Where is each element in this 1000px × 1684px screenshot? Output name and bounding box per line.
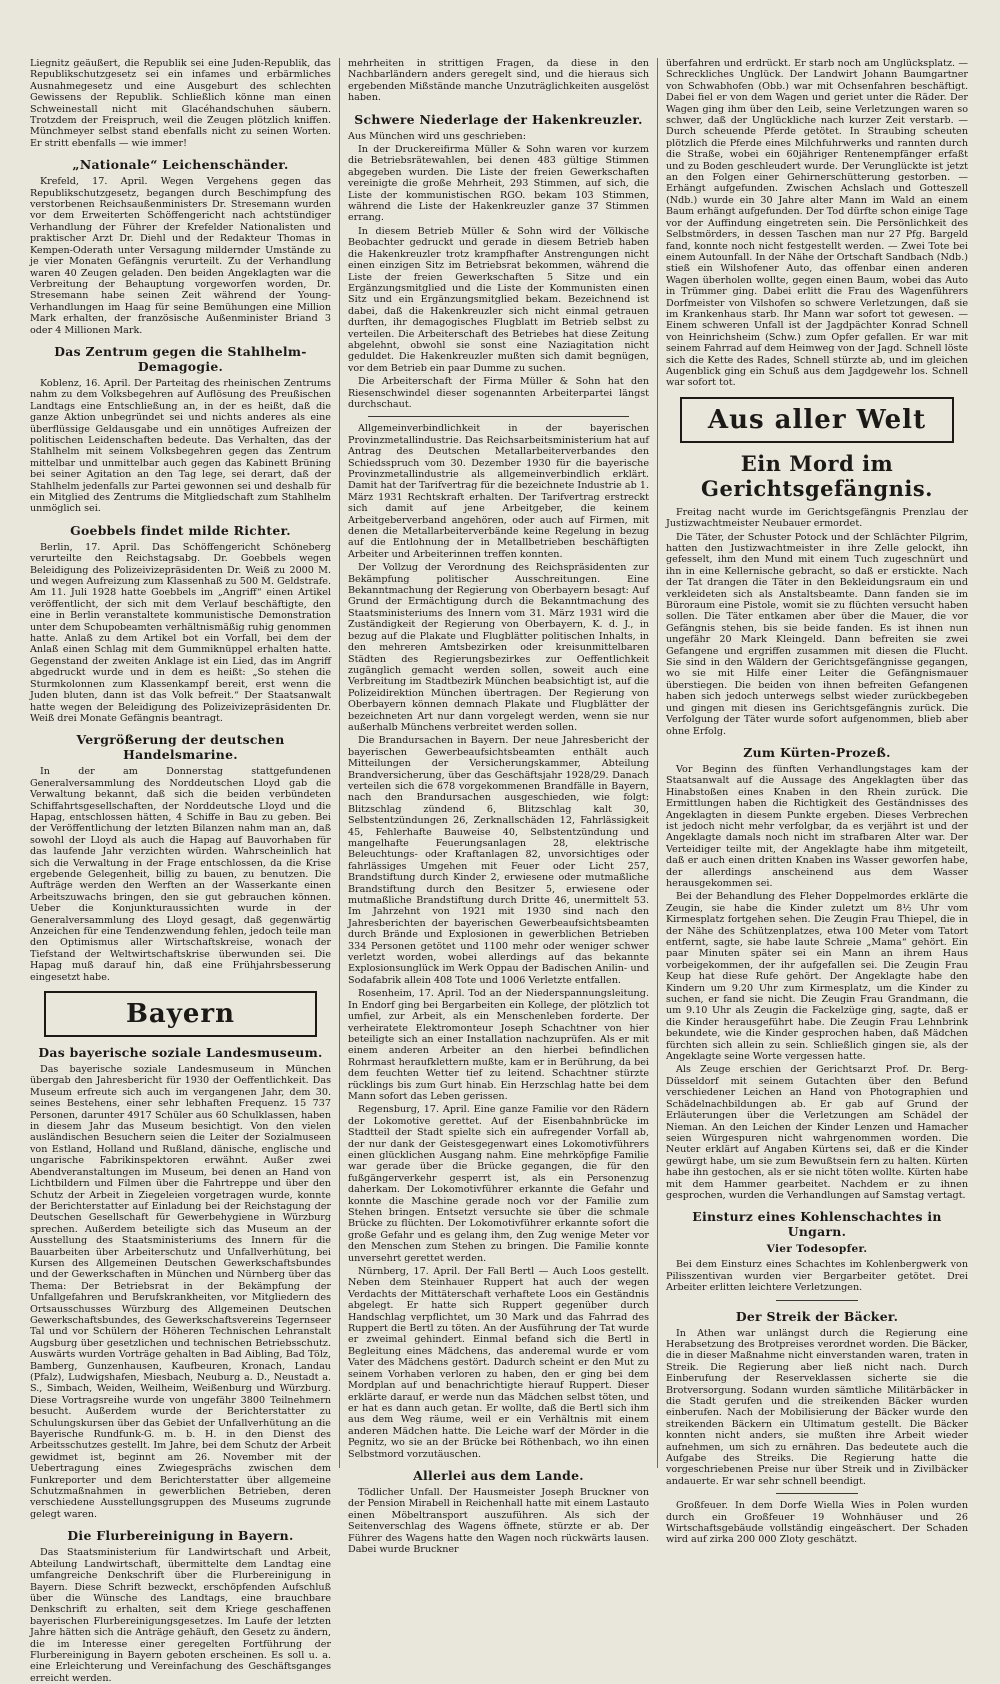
- article-paragraph: Die Brandursachen in Bayern. Der neue Jahresbericht der bayerischen Gewerbeaufsichtsbeamten enthält auch Mitteilungen der Versicherungskammer, Abteilung Brandversicherung, über das Geschäftsjahr 1928/29. Danach verteilen sich die 678 vorgekommenen Brandfälle in Bayern, nach den Brandursachen ausgeschieden, wie folgt: Blitzschlag zündend 6, Blitzschlag kalt 30, Selbstentzündungen 26, Zerknallschäden 12, Fahrlässigkeit 45, Fehlerhafte Bauweise 40, Selbstentzündung und mangelhafte Feuerungsanlagen 28, elektrische Beleuchtungs- oder Kraftanlagen 82, unvorsichtiges oder fahrlässiges Umgehen mit Feuer oder Licht 257, Brandstiftung durch Kinder 2, erwiesene oder mutmaßliche Brandstiftung durch den Besitzer 5, erwiesene oder mutmaßliche Brandstiftung durch Dritte 46, unermittelt 53. Im Jahrzehnt von 1921 mit 1930 sind nach den Jahresberichten der bayerischen Gewerbeaufsichtsbeamten durch Brände und Explosionen in gewerblichen Betrieben 334 Personen getötet und 1100 mehr oder weniger schwer verletzt worden, wobei allerdings auf das bekannte Explosionsunglück im Werk Oppau der Badischen Anilin- und Sodafabrik allein 408 Tote und 1006 Verletzte entfallen.: [348, 735, 649, 986]
- article-paragraph: Die Arbeiterschaft der Firma Müller & Sohn hat den Riesenschwindel dieser sogenannten Arbeiterpartei längst durchschaut.: [348, 376, 649, 410]
- article-paragraph: Regensburg, 17. April. Eine ganze Familie vor den Rädern der Lokomotive gerettet. Auf der Eisenbahnbrücke im Stadtteil der Stadt spielte sich ein aufregender Vorfall ab, der nur dank der Geistesgegenwart eines Lokomotivführers einen glücklichen Ausgang nahm. Eine mehrköpfige Familie war gerade über die Brücke gegangen, die für den fußgängerverkehr gesperrt ist, als ein Personenzug daherkam. Der Lokomotivführer erkannte die Gefahr und konnte die Maschine gerade noch vor der Familie zum Stehen bringen. Entsetzt versuchte sie über die schmale Brücke zu flüchten. Der Lokomotivführer erkannte sofort die große Gefahr und es gelang ihm, den Zug wenige Meter vor den Menschen zum Stehen zu bringen. Die Familie konnte unversehrt gerettet werden.: [348, 1104, 649, 1264]
- article-paragraph: Der Vollzug der Verordnung des Reichspräsidenten zur Bekämpfung politischer Ausschreitungen. Eine Bekanntmachung der Regierung von Oberbayern besagt: Auf Grund der Ermächtigung durch die Bekanntmachung des Staatsministeriums des Innern vom 31. März 1931 wird die Zuständigkeit der Regierung von Oberbayern, K. d. J., in bezug auf die Plakate und Flugblätter politischen Inhalts, in den mehreren Amtsbezirken oder kreisunmittelbaren Städten des Regierungsbezirkes zur Oeffentlichkeit zugänglich gemacht werden sollen, soweit auch eine Verbreitung im Stadtbezirk München beabsichtigt ist, auf die Polizeidirektion München übertragen. Der Regierung von Oberbayern können demnach Plakate und Flugblätter der bezeichneten Art nur dann vorgelegt werden, wenn sie nur außerhalb Münchens verbreitet werden sollen.: [348, 562, 649, 733]
- article-paragraph: Das Staatsministerium für Landwirtschaft und Arbeit, Abteilung Landwirtschaft, übermittelte dem Landtag eine umfangreiche Denkschrift über die Flurbereinigung in Bayern. Diese Schrift bezweckt, erschöpfenden Aufschluß über die Wünsche des Landtags, eine brauchbare Denkschrift zu erhalten, seit dem Kriege geschaffenen bayerischen Flurbereinigungsgesetzes. Im Laufe der letzten Jahre hätten sich die Anträge gehäuft, den Gesetz zu ändern, die im Interesse einer geregelten Fortführung der Flurbereinigung in Bayern geboten erscheinen. Es soll u. a. eine Erleichterung und Vereinfachung des Geschäftsganges erreicht werden.: [30, 1547, 331, 1684]
- article-headline: Allerlei aus dem Lande.: [413, 1467, 584, 1483]
- article-paragraph: Liegnitz geäußert, die Republik sei eine Juden-Republik, das Republikschutzgesetz sei ein infames und erbärmliches Ausnahmegesetz und eine Ausgeburt des schlechten Gewissens der Republik. Schließlich könne man einen Schweinestall nicht mit Glacéhandschuhen säubern. Trotzdem der Freispruch, weil die Zeugen plötzlich kniffen. Münchmeyer selbst stand ebenfalls nicht zu seinen Worten. Er stritt ebenfalls — wie immer!: [30, 58, 331, 149]
- article-paragraph: Bei dem Einsturz eines Schachtes im Kohlenbergwerk von Pilisszentivan wurden vier Bergarbeiter getötet. Drei Arbeiter erlitten leichtere Verletzungen.: [666, 1259, 968, 1294]
- article-headline: Goebbels findet milde Richter.: [70, 522, 291, 538]
- divider: [368, 416, 629, 417]
- column-middle: [340, 58, 658, 1555]
- article-headline: Das Zentrum gegen die Stahlhelm-Demagogie.: [54, 343, 307, 374]
- article-paragraph: Das bayerische soziale Landesmuseum in München übergab den Jahresbericht für 1930 der Oeffentlichkeit. Das Museum erfreute sich auch im vergangenen Jahr, dem 30. seines Bestehens, einer sehr lebhaften Frequenz. 15 737 Personen, darunter 4917 Schüler aus 60 Schulklassen, haben in diesem Jahr das Museum besichtigt. Von den vielen ausländischen Besuchern seien die Leiter der Sozialmuseen von Estland, Holland und Rußland, dänische, englische und ungarische Fabrikinspektoren erwähnt. Außer zwei Abendveranstaltungen im Museum, bei denen an Hand von Lichtbildern und Filmen über die Fahrtreppe und über den Schutz der Arbeit in Ziegeleien vorgetragen wurde, konnte der Berichterstatter auf Einladung bei der Reichstagung der Deutschen Gesellschaft für Gewerbehygiene in Würzburg sprechen. Außerdem beteiligte sich das Museum an der Ausstellung des Staatsministeriums des Innern für die Bauarbeiten über Arbeiterschutz und Unfallverhütung, bei Kursen des Allgemeinen Deutschen Gewerkschaftsbundes und der Gewerkschaften in München und Nürnberg über das Thema: Der Betriebsrat in der Bekämpfung der Unfallgefahren und Berufskrankheiten, vor Mitgliedern des Ortsausschusses Würzburg des Allgemeinen Deutschen Gewerkschaftsbundes, des Gewerkschaftsvereins Tegernseer Tal und vor Schülern der Höheren Technischen Lehranstalt Augsburg über gesetzlichen und technischen Betriebsschutz. Auswärts wurden Vorträge gehalten in Bad Aibling, Bad Tölz, Bamberg, Gunzenhausen, Kaufbeuren, Kronach, Landau (Pfalz), Ludwigshafen, Miesbach, Neuburg a. D., Neustadt a. S., Simbach, Weiden, Weilheim, Weißenburg und Würzburg. Diese Vortragsreihe wurde von ungefähr 3800 Teilnehmern besucht. Außerdem wurde der Berichterstatter zu Schulungskursen über das Gebiet der Unfallverhütung an die Bayerische Rundfunk-G. m. b. H. in den Dienst des Arbeitsschutzes gestellt. Im Jahre, bei dem Schutz der Arbeit gewidmet ist, beginnt am 26. November mit der Uebertragung eines Zwiegesprächs zwischen dem Funkreporter und dem Berichterstatter über allgemeine Schutzmaßnahmen in gewerblichen Betrieben, deren verschiedene Ausstellungsgruppen des Museums zugrunde gelegt waren.: [30, 1064, 331, 1520]
- article-paragraph: In der Druckereifirma Müller & Sohn waren vor kurzem die Betriebsrätewahlen, bei denen 483 gültige Stimmen abgegeben wurden. Die Liste der freien Gewerkschaften vereinigte die große Mehrheit, 293 Stimmen, auf sich, die Liste der kommunistischen RGO. bekam 103 Stimmen, während die Liste der Hakenkreuzler ganze 37 Stimmen errang.: [348, 144, 649, 224]
- article-paragraph: Tödlicher Unfall. Der Hausmeister Joseph Bruckner von der Pension Mirabell in Reichenhall hatte mit einem Lastauto einen Möbeltransport auszuführen. Als sich der Seitenverschlag des Wagens öffnete, stürzte er ab. Der Führer des Wagens hatte den Wagen noch rückwärts lausen. Dabei wurde Bruckner: [348, 1486, 649, 1555]
- article-paragraph: Rosenheim, 17. April. Tod an der Niederspannungsleitung. In Endorf ging bei Bergarbeiten ein Kollege, der plötzlich tot umfiel, zur Arbeit, als ein Menschenleben forderte. Der verheiratete Elektromonteur Joseph Schachtner von hier beteiligte sich an einer Installation nachzuprüfen. Als er mit einem anderen Arbeiter an den hierbei befindlichen Rohrmast heraufklettern mußte, kam er in Berührung, da bei dem feuchten Wetter tief zu leitend. Schachtner stürzte rücklings bis zum Gurt hinab. Ein Herzschlag hatte bei dem Mann sofort das Leben gerissen.: [348, 988, 649, 1102]
- article-paragraph: In Athen war unlängst durch die Regierung eine Herabsetzung des Brotpreises verordnet worden. Die Bäcker, die in dieser Maßnahme nicht einverstanden waren, traten in Streik. Die Regierung aber ließ nicht nach. Durch Einberufung der Reserveklassen sicherte sie die Brotversorgung. Sodann wurden sämtliche Militärbäcker in die Stadt gerufen und die streikenden Bäcker wurden einberufen. Nach der Mobilisierung der Bäcker wurde den streikenden Bäckern ein Ultimatum gestellt. Die Bäcker konnten nicht anders, sie mußten ihre Arbeit wieder aufnehmen, um sich zu ernähren. Das bedeutete auch die Aufgabe des Streiks. Die Regierung hatte die vorgeschriebenen Preise nur über Streik und in Zivilbäcker andauerte. Er war sehr schnell beendigt.: [666, 1327, 968, 1487]
- article-paragraph: In diesem Betrieb Müller & Sohn wird der Völkische Beobachter gedruckt und gerade in diesem Betrieb haben die Hakenkreuzler trotz krampfhafter Anstrengungen nicht einen einzigen Sitz im Betriebsrat bekommen, während die Liste der freien Gewerkschaften 5 Sitze und ein Ergänzungsmitglied und die Liste der Kommunisten einen Sitz und ein Ergänzungsmitglied bekam. Bezeichnend ist dabei, daß die Hakenkreuzler sich nicht einmal getrauen durften, ihr demagogisches Flugblatt im Betrieb selbst zu verteilen. Die Arbeiterschaft des Betriebes hat diese Zeitung abgelehnt, obwohl sie sonst eine Naziagitation nicht geduldet. Die Hakenkreuzler mußten sich damit begnügen, vor dem Betrieb ein paar Dumme zu suchen.: [348, 225, 649, 374]
- article-paragraph: Koblenz, 16. April. Der Parteitag des rheinischen Zentrums nahm zu dem Volksbegehren auf Auflösung des Preußischen Landtags eine Entschließung an, in der es heißt, daß die ganze Aktion unbegründet sei und nichts anderes als eine überflüssige Geldausgabe und ein unnötiges Aufreizen der politischen Leidenschaften bedeute. Das Verhalten, das der Stahlhelm mit seinem Volksbegehren gegen das Zentrum mittelbar und unmittelbar auch gegen das Kabinett Brüning bei seiner Agitation an den Tag lege, sei derart, daß der Stahlhelm jedenfalls zur Partei gewonnen sei und deshalb für ein Mitglied des Zentrums die Mitgliedschaft zum Stahlhelm unmöglich sei.: [30, 377, 331, 515]
- article-paragraph: Freitag nacht wurde im Gerichtsgefängnis Prenzlau der Justizwachtmeister Neubauer ermordet.: [666, 506, 968, 530]
- article-paragraph: Berlin, 17. April. Das Schöffengericht Schöneberg verurteilte den Reichstagsabg. Dr. Goebbels wegen Beleidigung des Polizeivizepräsidenten Dr. Weiß zu 2000 M. und wegen Aufreizung zum Klassenhaß zu 500 M. Geldstrafe. Am 11. Juli 1928 hatte Goebbels im „Angriff“ einen Artikel veröffentlicht, der sich mit dem Verlauf beschäftigte, den eine in Berlin veranstaltete kommunistische Demonstration unter dem Schupobeamten verhältnismäßig ruhig genommen hatte. Anlaß zu dem Artikel bot ein Vorfall, bei dem der Anlaß einen Schlag mit dem Gummiknüppel erhalten hatte. Gegenstand der zweiten Anklage ist ein Lied, das im Angriff abgedruckt wurde und in dem es heißt: „So stehen die Sturmkolonnen zum Klassenkampf bereit, erst wenn die Juden bluten, dann ist das Volk befreit.“ Der Staatsanwalt hatte wegen der Beleidigung des Polizeivizepräsidenten Dr. Weiß drei Monate Gefängnis beantragt.: [30, 541, 331, 724]
- column-left: [22, 58, 340, 1684]
- article-paragraph: Großfeuer. In dem Dorfe Wiella Wies in Polen wurden durch ein Großfeuer 19 Wohnhäuser und 26 Wirtschaftsgebäude vollständig eingeäschert. Der Schaden wird auf zirka 200 000 Zloty geschätzt.: [666, 1500, 968, 1546]
- article-headline: Die Flurbereinigung in Bayern.: [67, 1528, 294, 1544]
- article-paragraph: Krefeld, 17. April. Wegen Vergehens gegen das Republikschutzgesetz, begangen durch Beschimpfung des verstorbenen Reichsaußenministers Dr. Stresemann wurden vor dem Erweiterten Schöffengericht nach achtstündiger Verhandlung der Führer der Krefelder Nationalisten und praktischer Arzt Dr. Diehl und der Redakteur Thomas in Kempen-Oderath unter Versagung mildernder Umstände zu je vier Monaten Gefängnis verurteilt. Zu der Verhandlung waren 40 Zeugen geladen. Den beiden Angeklagten war die Verbreitung der Behauptung vorgeworfen worden, Dr. Stresemann habe seinen Zeit während der Young-Verhandlungen im Haag für seine Bemühungen eine Million Mark erhalten, der französische Außenminister Briand 3 oder 4 Millionen Mark.: [30, 176, 331, 336]
- article-paragraph: In der am Donnerstag stattgefundenen Generalversammlung des Norddeutschen Lloyd gab die Verwaltung bekannt, daß sich die beiden verbündeten Schiffahrtsgesellschaften, der Norddeutsche Lloyd und die Hapag, entschlossen hätten, 4 Schiffe in Bau zu geben. Bei der Veröffentlichung der letzten Bilanzen nahm man an, daß sowohl der Lloyd als auch die Hapag auf Bauvorhaben für das laufende Jahr verzichten würden. Wahrscheinlich hat sich die Verwaltung in der Frage entschlossen, da die Krise ergebende Gelegenheit, billig zu bauen, zu benutzen. Die Aufträge werden den Werften an der Wasserkante einen Arbeitszuwachs bringen, den sie gut gebrauchen können. Ueber die Konjunkturaussichten wurde in der Generalversammlung des Lloyd gesagt, daß gegenwärtig Anzeichen für eine Tendenzwendung fehlen, jedoch teile man den Optimismus aller Wirtschaftskreise, wonach der Tiefstand der Weltwirtschaftskrise überwunden sei. Die Hapag muß darauf hin, daß eine Frühjahrsbesserung eingesetzt habe.: [30, 766, 331, 983]
- article-headline: Der Streik der Bäcker.: [735, 1308, 899, 1324]
- article-headline: Zum Kürten-Prozeß.: [743, 744, 891, 760]
- article-paragraph: Aus München wird uns geschrieben:: [348, 130, 526, 142]
- article-paragraph: Allgemeinverbindlichkeit in der bayerischen Provinzmetallindustrie. Das Reichsarbeitsministerium hat auf Antrag des Deutschen Metallarbeiterverbandes den Schiedsspruch vom 30. Dezember 1930 für die bayerische Provinzmetallindustrie als allgemeinverbindlich erklärt. Damit hat der Tarifvertrag für die bezeichnete Industrie ab 1. März 1931 Rechtskraft erhalten. Der Tarifvertrag erstreckt sich damit auf jene Arbeitgeber, die keinem Arbeitgeberverband angehören, oder auch auf Firmen, mit denen die Metallarbeiterverbände keine Regelung in bezug auf die Entlohnung der in Metallbetrieben beschäftigten Arbeiter und Arbeiterinnen treffen konnten.: [348, 423, 649, 560]
- article-subheadline: Vier Todesopfer.: [766, 1243, 868, 1256]
- article-paragraph: Die Täter, der Schuster Potock und der Schlächter Pilgrim, hatten den Justizwachtmeister in ihre Zelle gelockt, ihn gefesselt, ihm den Mund mit einem Tuch zugeschnürt und ihn in eine Kellernische gebracht, so daß er erstickte. Nach der Tat drangen die Täter in den Bekleidungsraum ein und verkleideten sich als Anstaltsbeamte. Dann fanden sie im Büroraum eine Pistole, womit sie zu flüchten versucht haben sollen. Die Täter entkamen aber über die Mauer, die vor Gefängnis stehen, bis sie beide fanden. Es ist ihnen nun ungefähr 20 Mark Kleingeld. Dann befreiten sie zwei Gefangene und ergriffen zusammen mit diesen die Flucht. Sie sind in den Wäldern der Gerichtsgefängnisse gegangen, wo sie mit Hilfe einer Leiter die Gefängnismauer überstiegen. Die beiden von ihnen befreiten Gefangenen haben sich jedoch unterwegs selbst wieder zurückbegeben und gingen mit diesen ins Gerichtsgefängnis zurück. Die Verfolgung der Täter wurde sofort aufgenommen, blieb aber ohne Erfolg.: [666, 531, 968, 737]
- article-paragraph: Bei der Behandlung des Fleher Doppelmordes erklärte die Zeugin, sie habe die Kinder zuletzt um 8½ Uhr vom Kirmesplatz fortgehen sehen. Die Zeugin Frau Thiepel, die in der Nähe des Schützenplatzes, etwa 100 Meter vom Tatort entfernt, sagte, sie habe laute Schreie „Mama“ gehört. Ein paar Minuten später sei ein Mann an ihrem Haus vorbeigekommen, der ihr aufgefallen sei. Die Zeugin Frau Keup hat diese Rufe gehört. Der Angeklagte habe den Kindern um 9.20 Uhr zum Kirmesplatz, um die Kinder zu suchen, er fand sie nicht. Die Zeugin Frau Grandmann, die um 9.10 Uhr als Zeugin die Fackelzüge ging, sagte, daß er die Kinder herausgeführt habe. Die Zeugin Frau Lehnbrink bekundete, wie die Kinder gesprochen haben, daß Mädchen fürchten sich allein zu sein. Schließlich gingen sie, als der Angeklagte seine Worte vergessen hatte.: [666, 891, 968, 1063]
- article-headline: „Nationale“ Leichenschänder.: [72, 157, 289, 173]
- article-headline: Das bayerische soziale Landesmuseum.: [38, 1045, 323, 1061]
- article-headline: Vergrößerung der deutschen Handelsmarine.: [76, 732, 285, 763]
- article-paragraph: Vor Beginn des fünften Verhandlungstages kam der Staatsanwalt auf die Aussage des Angeklagten über das Hinabstoßen eines Knaben in den Rhein zurück. Die Ermittlungen haben die Richtigkeit des Geständnisses des Angeklagten in diesem Punkte ergeben. Dieses Verbrechen ist jedoch nicht mehr verfolgbar, da es verjährt ist und der Angeklagte damals noch nicht im strafbaren Alter war. Der Verteidiger teilte mit, der Angeklagte habe ihm mitgeteilt, daß er auch einen dritten Knaben ins Wasser geworfen habe, der allerdings anscheinend aus dem Wasser herausgekommen sei.: [666, 763, 968, 889]
- section-header: Aus aller Welt: [680, 397, 954, 443]
- divider: [776, 1493, 858, 1494]
- article-paragraph: Nürnberg, 17. April. Der Fall Bertl — Auch Loos gestellt. Neben dem Steinhauer Ruppert hat auch der wegen Verdachts der Mittäterschaft verhaftete Loos ein Geständnis abgelegt. Er hatte sich Ruppert gegenüber durch Handschlag verpflichtet, um 30 Mark und das Fahrrad des Ruppert die Bertl zu töten. An der Ausführung der Tat wurde er zweimal gehindert. Einmal befand sich die Bertl in Begleitung eines Mädchens, das anderemal wurde er vom Vater des Mädchens gestört. Dadurch scheint er den Mut zu seinem Vorhaben verloren zu haben, den er ging bei dem Mordplan auf und benachrichtigte hierauf Ruppert. Dieser erklärte darauf, er werde nun das Mädchen selbst töten, und er hat es dann auch getan. Er wollte, daß die Bertl sich ihm aus dem Weg räume, weil er ein Verhältnis mit einem anderen Mädchen hatte. Die Leiche warf der Mörder in die Pegnitz, wo sie an der Brücke bei Röthenbach, wo ihn einen Selbstmord vorzutäuschen.: [348, 1266, 649, 1460]
- article-paragraph: mehrheiten in strittigen Fragen, da diese in den Nachbarländern anders geregelt sind, und die hieraus sich ergebenden Mißstände manche Unzuträglichkeiten ausgelöst haben.: [348, 58, 649, 104]
- divider: [776, 1300, 858, 1301]
- article-headline: Einsturz eines Kohlenschachtes in Ungarn.: [692, 1209, 942, 1240]
- section-header: Bayern: [44, 991, 317, 1037]
- article-headline: Schwere Niederlage der Hakenkreuzler.: [354, 111, 643, 127]
- article-paragraph: Als Zeuge erschien der Gerichtsarzt Prof. Dr. Berg-Düsseldorf mit seinem Gutachten über den Befund verschiedener Leichen an Hand von Photographien und Schädelnachbildungen ab. Er gab auf Grund der Erläuterungen über die Verletzungen am Schädel der Nieman. An den Leichen der Kinder Lenzen und Hamacher seien Würgespuren nicht wahrgenommen worden. Die Neuter erklärt auf Angaben Kürtens sei, daß er die Kinder gewürgt habe, um sie zum Bewußtsein fern zu halten. Kürten habe ihn gestochen, als er sie nicht töten wollte. Kürten habe mit dem Hammer gearbeitet. Nachdem er zu ihnen gesprochen, wurden die Verhandlungen auf Samstag vertagt.: [666, 1064, 968, 1201]
- lead-headline: Ein Mord im Gerichtsgefängnis.: [701, 450, 933, 501]
- column-right: [658, 58, 976, 1546]
- article-paragraph: überfahren und erdrückt. Er starb noch am Unglücksplatz. — Schreckliches Unglück. Der Landwirt Johann Baumgartner von Schwabhofen (Obb.) war mit Ochsenfahren beschäftigt. Dabei fiel er von dem Wagen und geriet unter die Räder. Der Wagen ging ihm über den Leib, seine Verletzungen waren so schwer, daß der Unglückliche nach kurzer Zeit verstarb. — Durch scheuende Pferde getötet. In Straubing scheuten plötzlich die Pferde eines Milchfuhrwerks und rannten durch die Straße, wobei ein 60jähriger Rentenempfänger erfaßt und zu Boden geschleudert wurde. Der Verunglückte ist jetzt an den Folgen einer Gehirnerschütterung gestorben. — Erhängt aufgefunden. Zwischen Achslach und Gotteszell (Ndb.) wurde ein 30 Jahre alter Mann im Wald an einem Baum erhängt aufgefunden. Der Tod dürfte schon einige Tage vor der Auffindung eingetreten sein. Die Persönlichkeit des Selbstmörders, in dessen Taschen man nur 27 Pfg. Bargeld fand, konnte noch nicht festgestellt werden. — Zwei Tote bei einem Autounfall. In der Nähe der Ortschaft Sandbach (Ndb.) stieß ein Wilshofener Auto, das offenbar einen anderen Wagen überholen wollte, gegen einen Baum, wobei das Auto in Trümmer ging. Dabei erlitt die Frau des Wagenführers Dorfmeister von Vilshofen so schwere Verletzungen, daß sie im Krankenhaus starb. Ihr Mann war sofort tot gewesen. — Einem schweren Unfall ist der Jagdpächter Konrad Schnell von Heinrichsheim (Schw.) zum Opfer gefallen. Er war mit seinem Fahrrad auf dem Heimweg von der Jagd. Schnell löste sich die Kette des Rades, Schnell stürzte ab, und im gleichen Augenblick ging ein Schuß aus dem Jagdgewehr los. Schnell war sofort tot.: [666, 58, 968, 389]
